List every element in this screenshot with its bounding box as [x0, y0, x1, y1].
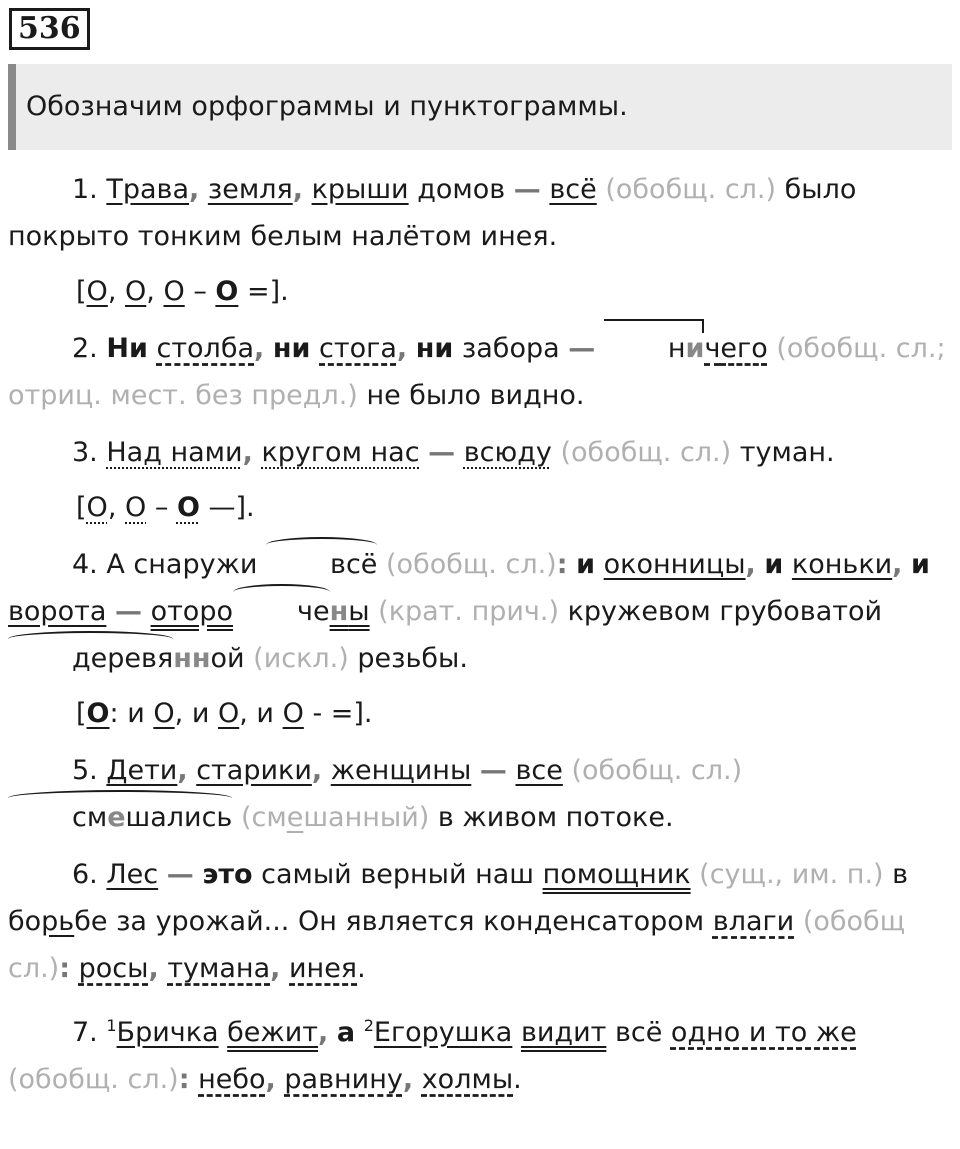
subject: ворота	[8, 596, 107, 627]
clause-index: 2	[363, 1016, 374, 1035]
note: (смешанный)	[240, 802, 430, 833]
text: А снаружи	[106, 549, 258, 580]
generalizing-word: всюду	[463, 437, 552, 468]
clause-index: 1	[106, 1016, 117, 1035]
subject: Егорушка	[373, 1017, 513, 1048]
scheme-end: —].	[208, 492, 255, 523]
subject: Трава	[106, 174, 189, 205]
task-banner	[8, 64, 952, 150]
text: не было видно.	[366, 380, 585, 411]
text: кружевом грубоватой	[567, 596, 883, 627]
adverbial: Над нами	[106, 437, 243, 468]
scheme-sep: ,	[239, 698, 248, 729]
particle: это	[202, 859, 253, 890]
scheme-bracket: [	[76, 276, 87, 307]
scheme-conj: и	[256, 698, 274, 729]
comma: ,	[745, 549, 756, 580]
subject: коньки	[791, 549, 893, 580]
scheme-sep: ,	[146, 276, 155, 307]
object: росы	[78, 953, 149, 984]
scheme-end: - =].	[312, 698, 373, 729]
period: .	[357, 953, 366, 984]
scheme-sep: ,	[107, 276, 117, 307]
note: (обобщ. сл.)	[8, 1064, 179, 1095]
comma: ,	[318, 1017, 329, 1048]
scheme-dash: –	[154, 492, 169, 523]
subject: Бричка	[116, 1017, 219, 1048]
comma: ,	[396, 333, 408, 364]
scheme-member: О	[163, 276, 185, 307]
scheme-member: О	[125, 276, 147, 307]
object: инея	[289, 953, 358, 984]
comma: ,	[311, 755, 323, 786]
comma: ,	[177, 755, 188, 786]
note: (крат. прич.)	[378, 596, 559, 627]
generalizing-word: одно и то же	[670, 1017, 857, 1048]
exercise-number: 536	[9, 8, 90, 50]
note: (обобщ. сл.)	[571, 755, 743, 786]
sentence-1	[8, 166, 952, 260]
comma: ,	[892, 549, 903, 580]
sentence-number: 7.	[72, 1017, 98, 1048]
text: в борьбе за урожай... Он является конденсатором	[8, 859, 909, 937]
scheme-member: О	[86, 492, 108, 523]
object: холмы	[421, 1064, 514, 1095]
generalizing-word: все	[515, 755, 563, 786]
subject: крыши	[311, 174, 409, 205]
note: (искл.)	[253, 643, 349, 674]
scheme-sep: ,	[174, 698, 184, 729]
prefix-mark: ни	[604, 325, 705, 372]
conjunction: и	[576, 549, 596, 580]
dash: —	[166, 859, 194, 890]
sentence-3	[8, 429, 952, 476]
comma: ,	[148, 953, 159, 984]
scheme-1	[8, 268, 952, 315]
conjunction: и	[764, 549, 784, 580]
predicate: оторо чены	[151, 596, 370, 627]
conjunction: ни	[415, 333, 454, 364]
scheme-generalizing: О	[215, 276, 239, 307]
generalizing-word: всё	[549, 174, 597, 205]
text: туман.	[739, 437, 835, 468]
comma: ,	[265, 1064, 276, 1095]
conjunction: а	[336, 1017, 356, 1048]
sentence-4	[8, 541, 952, 682]
note: (обобщ. сл.)	[386, 549, 557, 580]
comma: ,	[402, 1064, 414, 1095]
conjunction: ни	[272, 333, 311, 364]
word: домов	[417, 174, 506, 205]
object: столба	[156, 333, 255, 364]
sentence-number: 5.	[72, 755, 98, 786]
sentence-number: 1.	[72, 174, 98, 205]
conjunction: Ни	[106, 333, 148, 364]
object: стога	[319, 333, 397, 364]
note: (обобщ. сл.)	[560, 437, 732, 468]
note: (обобщ. сл.; отриц. мест. без предл.)	[8, 333, 946, 411]
generalizing-word: влаги	[712, 906, 795, 937]
generalizing-word: ничего	[604, 333, 768, 364]
predicate: смешались	[8, 802, 232, 833]
predicate: помощник	[542, 859, 691, 890]
word: забора	[461, 333, 560, 364]
subject: Лес	[106, 859, 159, 890]
adverbial: кругом нас	[261, 437, 420, 468]
text: самый верный наш	[261, 859, 534, 890]
text: всё	[614, 1017, 663, 1048]
scheme-colon: :	[109, 698, 119, 729]
dash: —	[114, 596, 142, 627]
period: .	[513, 1064, 522, 1095]
dash: —	[568, 333, 596, 364]
scheme-sep: ,	[107, 492, 117, 523]
text: резьбы.	[357, 643, 468, 674]
scheme-member: О	[86, 276, 108, 307]
scheme-bracket: [	[76, 492, 87, 523]
colon: :	[59, 953, 71, 984]
generalizing-word: всё	[266, 549, 377, 580]
sentence-7	[8, 1002, 952, 1103]
object: тумана	[167, 953, 271, 984]
note: (обобщ сл.)	[8, 906, 906, 984]
scheme-bracket: [	[76, 698, 87, 729]
colon: :	[178, 1064, 190, 1095]
text: в живом потоке.	[437, 802, 674, 833]
dash: —	[513, 174, 541, 205]
sentence-number: 4.	[72, 549, 98, 580]
scheme-conj: и	[127, 698, 145, 729]
sentence-6	[8, 851, 952, 992]
subject: женщины	[330, 755, 472, 786]
scheme-3	[8, 484, 952, 531]
exercise-content	[8, 166, 952, 1103]
scheme-member: О	[282, 698, 304, 729]
sentence-number: 3.	[72, 437, 98, 468]
comma: ,	[242, 437, 253, 468]
note: (обобщ. сл.)	[605, 174, 777, 205]
scheme-generalizing: О	[86, 698, 110, 729]
conjunction: и	[911, 549, 930, 580]
comma: ,	[270, 953, 281, 984]
scheme-member: О	[217, 698, 240, 729]
scheme-conj: и	[191, 698, 210, 729]
colon: :	[556, 549, 568, 580]
predicate: видит	[520, 1017, 607, 1048]
subject: земля	[207, 174, 293, 205]
predicate: бежит	[227, 1017, 319, 1048]
scheme-4	[8, 690, 952, 737]
note: (сущ., им. п.)	[699, 859, 884, 890]
word-derevyannoy: деревянной	[8, 643, 245, 674]
scheme-generalizing: О	[176, 492, 200, 523]
sentence-2	[8, 325, 952, 419]
sentence-number: 2.	[72, 333, 98, 364]
sentence-number: 6.	[72, 859, 98, 890]
comma: ,	[189, 174, 200, 205]
object: небо	[198, 1064, 266, 1095]
scheme-dash: –	[193, 276, 207, 307]
object: равнину	[284, 1064, 403, 1095]
scheme-end: =].	[246, 276, 289, 307]
subject: оконницы	[603, 549, 746, 580]
sentence-5	[8, 747, 952, 841]
comma: ,	[254, 333, 265, 364]
subject: старики	[196, 755, 312, 786]
banner-text: Обозначим орфограммы и пунктограммы.	[26, 91, 628, 122]
dash: —	[479, 755, 507, 786]
comma: ,	[292, 174, 303, 205]
scheme-member: О	[153, 698, 175, 729]
dash: —	[428, 437, 456, 468]
subject: Дети	[106, 755, 178, 786]
scheme-member: О	[125, 492, 147, 523]
text: было покрыто тонким белым налётом инея.	[8, 174, 857, 252]
